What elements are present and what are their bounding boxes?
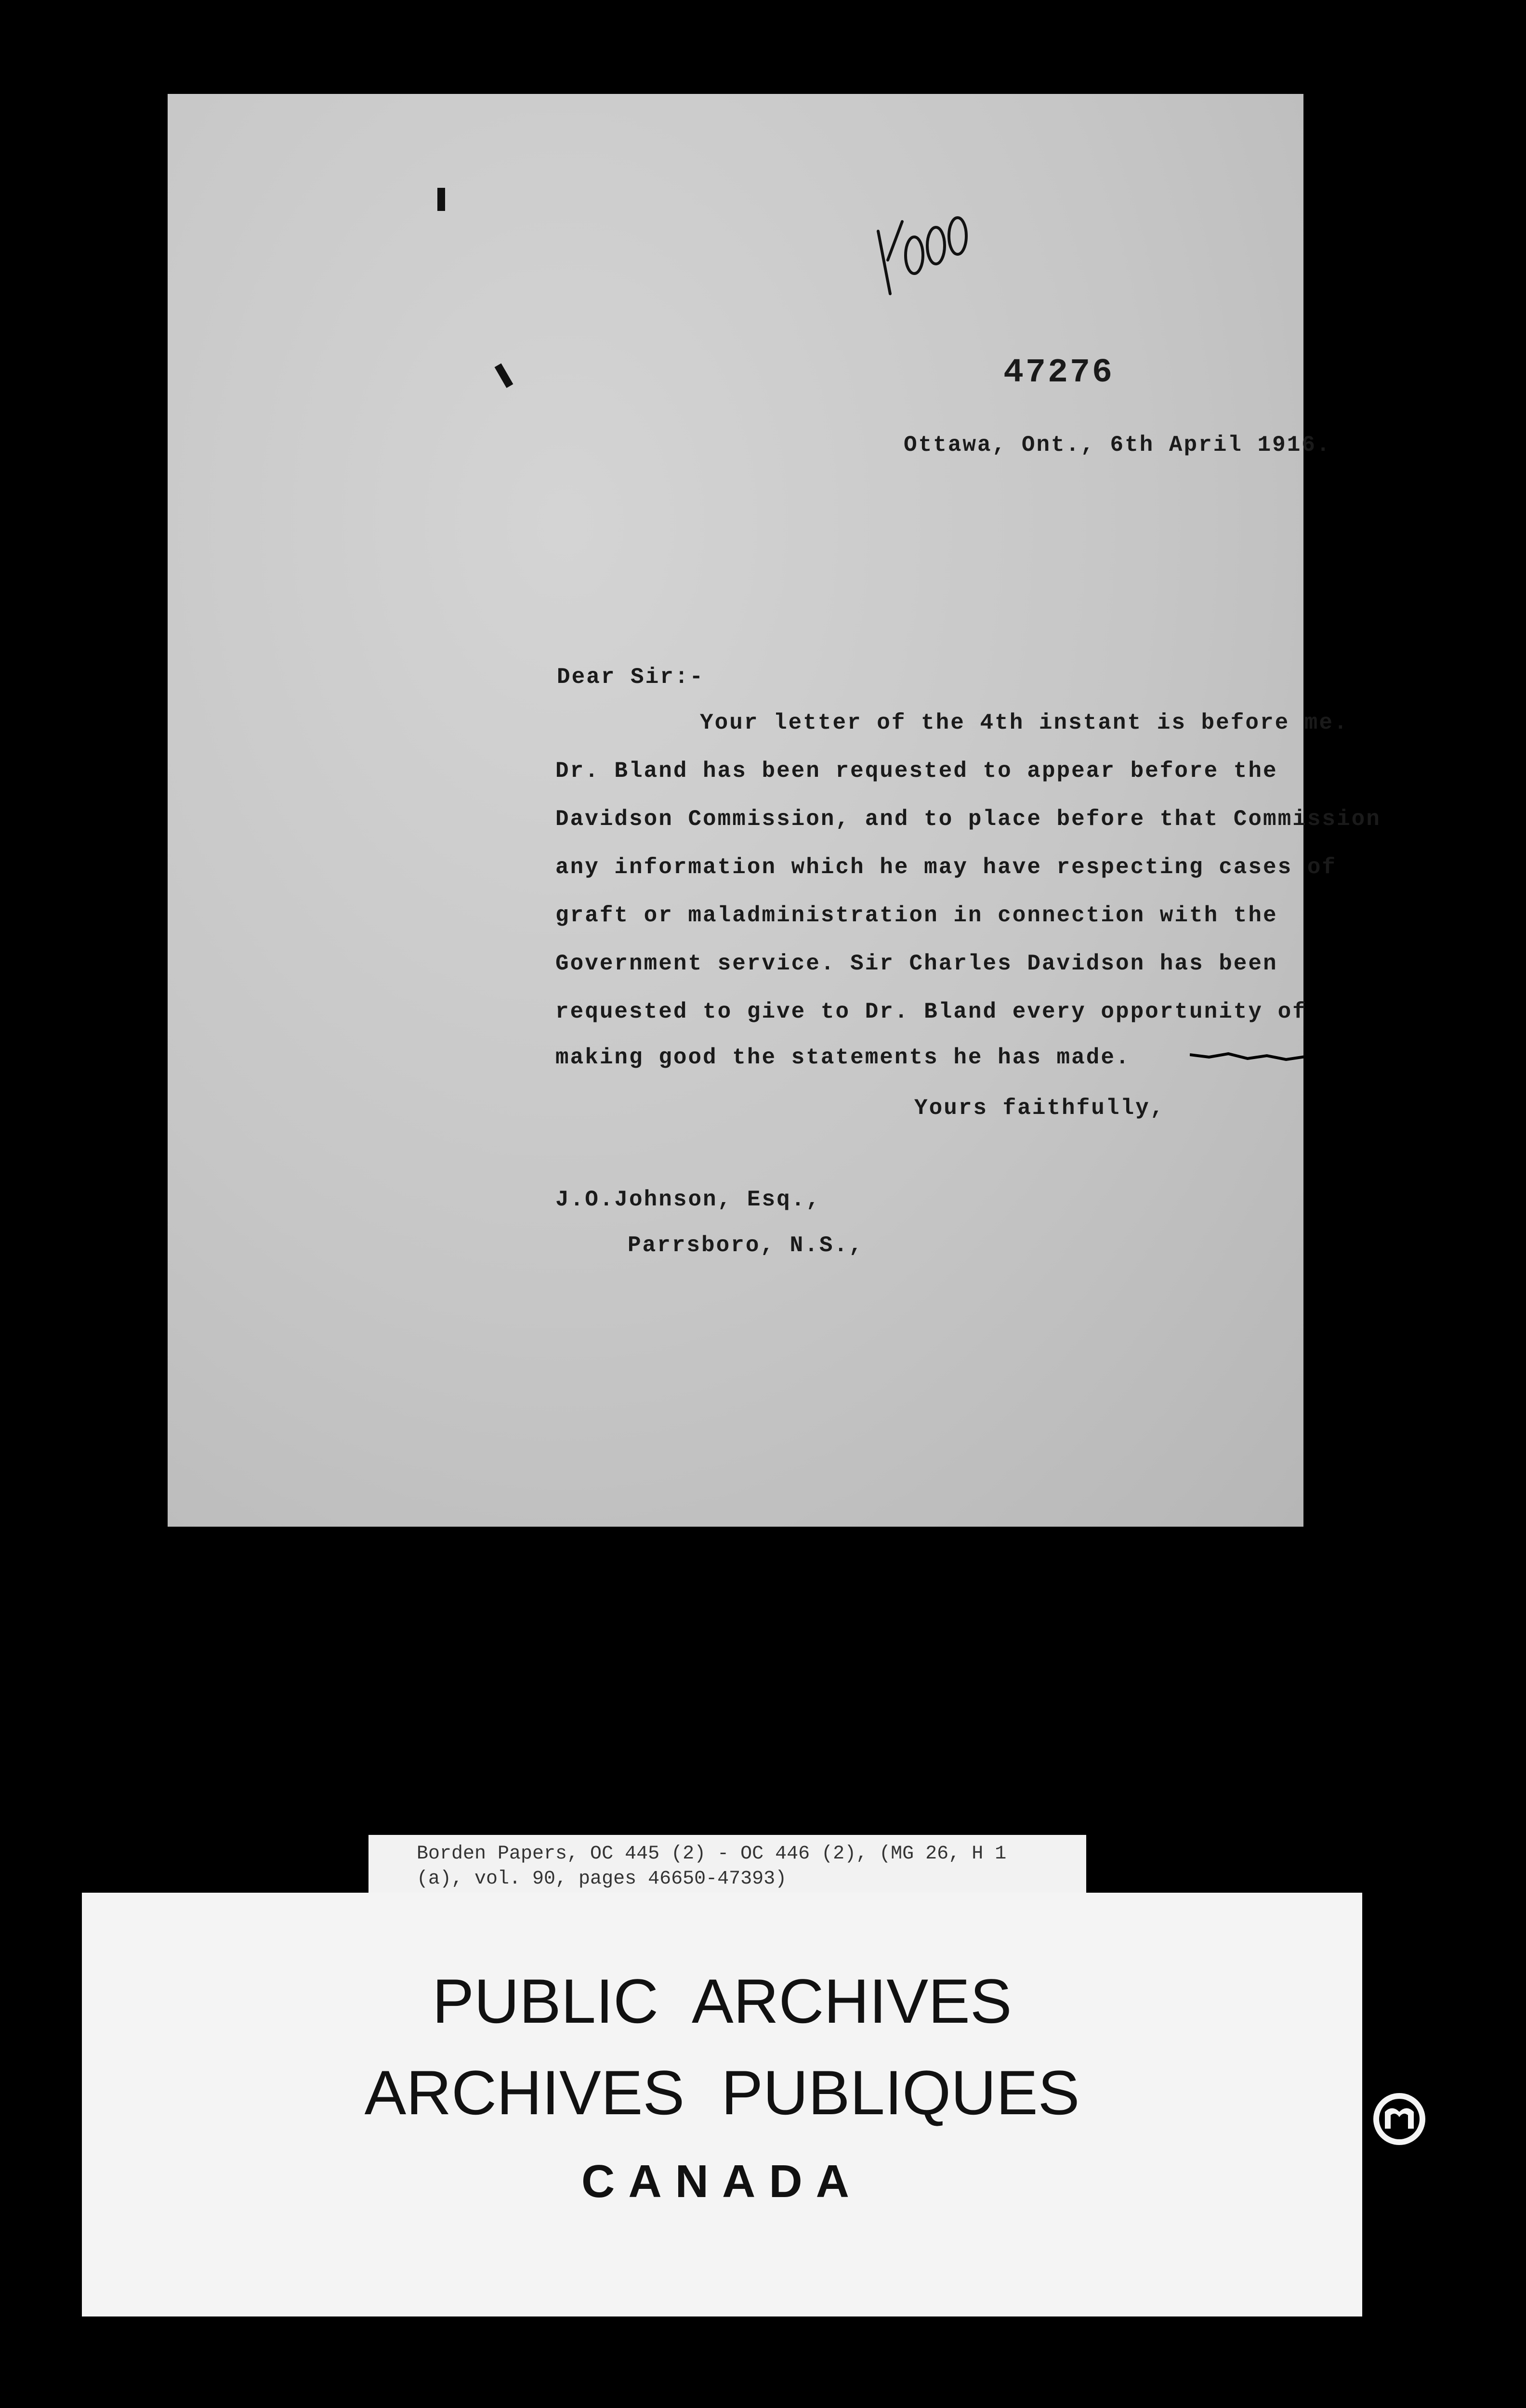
letter-page [168, 94, 1381, 1527]
recipient-name: J.O.Johnson, Esq., [555, 1187, 821, 1212]
archive-reference-line: Borden Papers, OC 445 (2) - OC 446 (2), (MG 26, H 1 [417, 1843, 1007, 1865]
margin-mark [495, 363, 513, 388]
document-number: 47276 [1003, 354, 1115, 392]
body-line: Davidson Commission, and to place before that Commission [555, 807, 1381, 832]
body-line: requested to give to Dr. Bland every opportunity of [555, 999, 1307, 1024]
body-line: making good the statements he has made. [555, 1045, 1131, 1070]
archives-logo-icon [1370, 2090, 1428, 2148]
margin-mark [437, 188, 445, 211]
archive-stamp-card [82, 1893, 1362, 2316]
archive-title-english: PUBLIC ARCHIVES [432, 1966, 1012, 2036]
archive-title-french: ARCHIVES PUBLIQUES [364, 2057, 1080, 2128]
body-line: graft or maladministration in connection with the [555, 903, 1278, 928]
archive-reference-line: (a), vol. 90, pages 46650-47393) [417, 1868, 787, 1890]
body-line: Dr. Bland has been requested to appear before the [555, 759, 1278, 784]
dateline: Ottawa, Ont., 6th April 1916. [904, 432, 1331, 458]
recipient-place: Parrsboro, N.S., [628, 1233, 864, 1258]
closing: Yours faithfully, [914, 1096, 1165, 1121]
paper-tear [1190, 1045, 1305, 1074]
body-line: Government service. Sir Charles Davidson has been [555, 951, 1278, 976]
handwritten-mark [868, 202, 974, 308]
archive-reference-label [368, 1835, 1086, 1902]
salutation: Dear Sir:- [557, 665, 705, 690]
body-line: any information which he may have respecting cases of [555, 855, 1337, 880]
archive-country: CANADA [581, 2156, 863, 2207]
body-line: Your letter of the 4th instant is before me. [700, 710, 1349, 735]
